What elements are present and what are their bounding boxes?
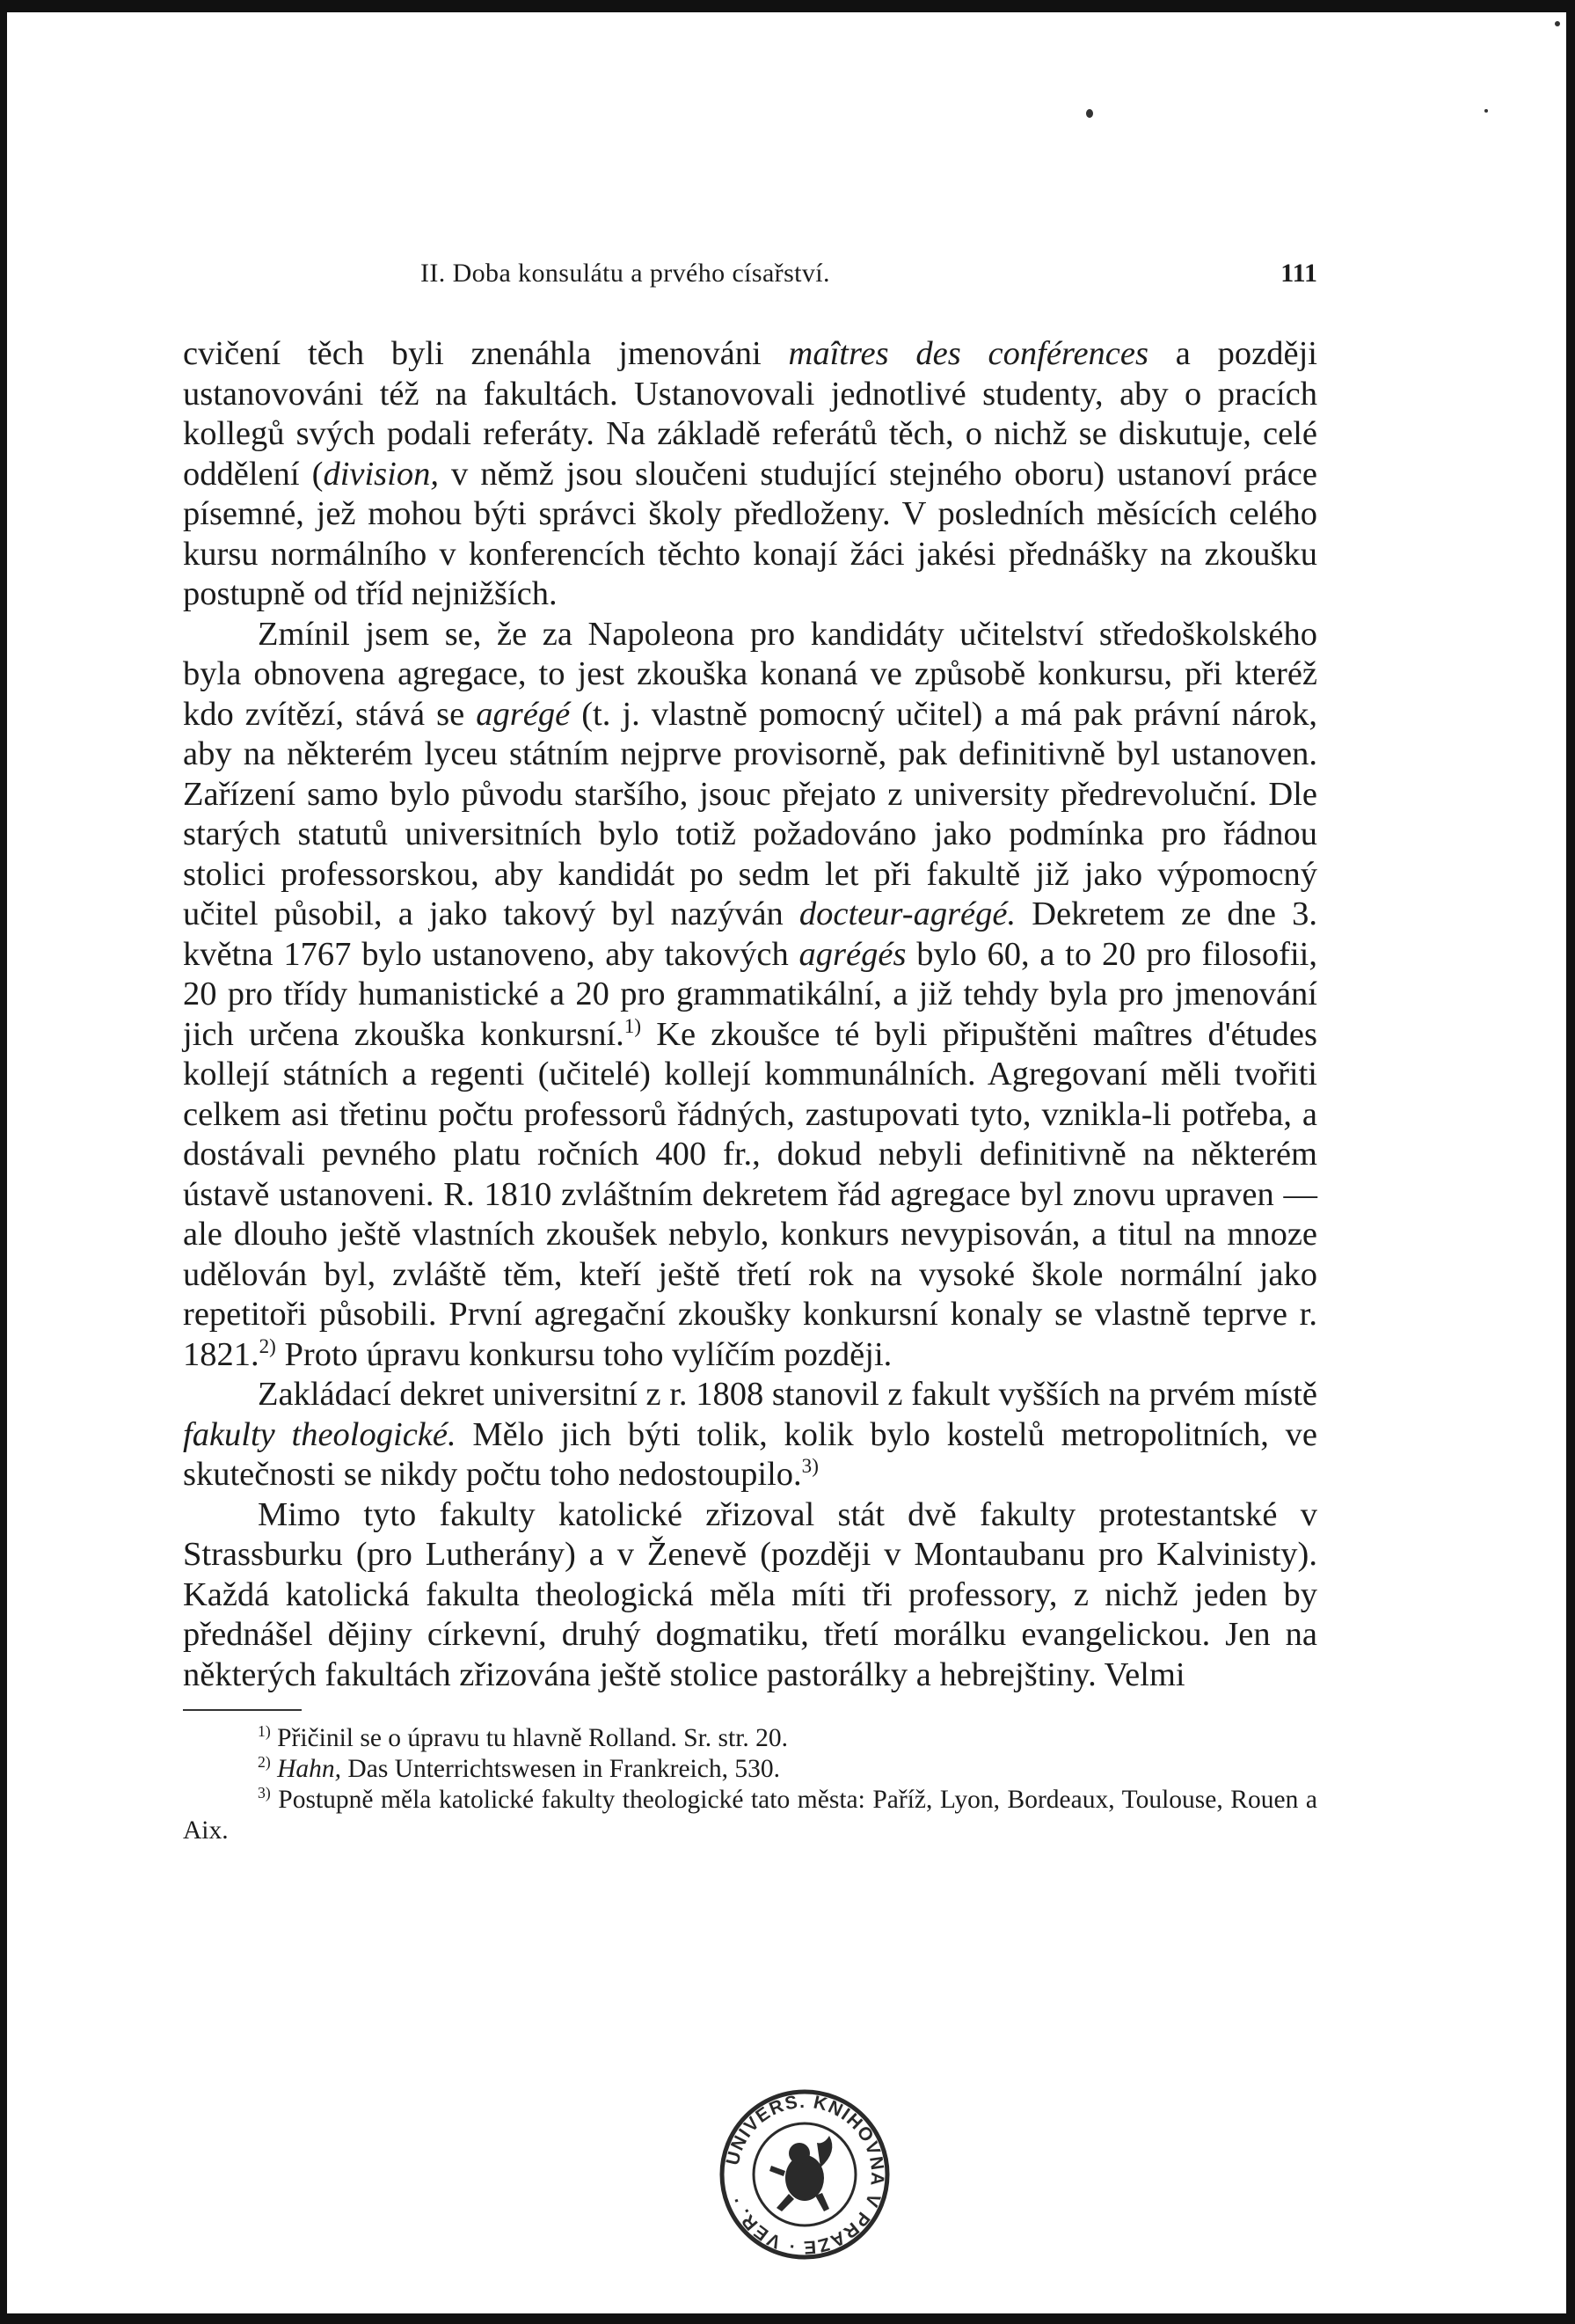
footnote-marker: 2): [258, 1753, 271, 1772]
italic-text: agrégés: [798, 935, 907, 973]
ink-speck: [1086, 109, 1093, 118]
library-stamp: [717, 2086, 893, 2262]
footnote-marker: 3): [258, 1784, 271, 1802]
text-run: Dekretem ze dne 3. května 1767 bylo ustanoveno, aby takových: [183, 895, 1317, 973]
text-run: [271, 1755, 277, 1783]
italic-text: fakulty theologické.: [183, 1415, 456, 1453]
text-run: Ke zkoušce té byli připuštěni maîtres d'études kollejí státních a regenti (učitelé) kollejí kommunálních. Agregovaní měli tvořiti celkem asi třetinu počtu professorů řádných, zastupovati tyto, vznikla-li potřeba, a dostávali pevného platu ročních 400 fr., dokud nebyli definitivně na některém ústavě ustanoveni. R. 1810 zvláštním dekretem řád agregace byl znovu upraven — ale dlouho ještě vlastních zkoušek nebylo, konkurs nevypisován, a titul na mnoze udělován byl, zvláště těm, kteří ještě třetí rok na vysoké škole normální jako repetitoři působili. První agregační zkoušky konkursní konaly se vlastně teprve r. 1821.: [183, 1015, 1317, 1373]
text-run: v němž jsou sloučeni studující stejného oboru) ustanoví práce písemné, jež mohou býti správci školy předloženy. V posledních měsících celého kursu normálního v konferencích těchto konají žáci jakési přednášky na zkoušku postupně od tříd nejnižších.: [183, 455, 1317, 612]
italic-text: maîtres des conférences: [788, 335, 1148, 372]
body-text: [183, 334, 1317, 1695]
stamp-text: UNIVERS. KNIHOVNA V PRAZE · VĚR. ·: [722, 2091, 888, 2258]
text-run: (t. j. vlastně pomocný učitel) a má pak právní nárok, aby na některém lyceu státním nejprve provisorně, pak definitivně byl ustanoven. Zařízení samo bylo původu staršího, jsouc přejato z university předrevoluční. Dle starých statutů universitních bylo totiž požadováno jako podmínka pro řádnou stolici professorskou, aby kandidát po sedm let při fakultě již jako výpomocný učitel působil, a jako takový byl nazýván: [183, 695, 1317, 932]
paragraph: [183, 1495, 1317, 1696]
footnote-divider: [183, 1709, 302, 1711]
paragraph: [183, 334, 1317, 615]
footnote-marker: 3): [801, 1454, 819, 1478]
text-run: Přičinil se o úpravu tu hlavně Rolland. Sr. str. 20.: [270, 1724, 789, 1752]
running-title: II. Doba konsulátu a prvého císařství.: [420, 259, 830, 288]
italic-text: division,: [323, 455, 439, 493]
lion-icon: [769, 2136, 832, 2211]
text-run: Zmínil jsem se, že za Napoleona pro kandidáty učitelství středoškolského byla obnovena agregace, to jest zkouška konaná ve způsobě konkursu, při kteréž kdo zvítězí, stává se: [183, 615, 1317, 733]
footnote: [183, 1754, 1317, 1785]
footnote-marker: 1): [623, 1013, 642, 1037]
paragraph: [183, 615, 1317, 1376]
text-run: bylo 60, a to 20 pro filosofii, 20 pro třídy humanistické a 20 pro grammatikální, a již tehdy byla pro jmenování jich určena zkouška konkursní.: [183, 935, 1317, 1053]
page-number: 111: [1280, 259, 1317, 288]
paragraph: [183, 1375, 1317, 1495]
ink-speck: [1555, 21, 1560, 26]
text-run: Proto úpravu konkursu toho vylíčím později.: [275, 1335, 893, 1373]
text-run: Zakládací dekret universitní z r. 1808 stanovil z fakult vyšších na prvém místě: [258, 1376, 1317, 1413]
italic-text: Hahn,: [277, 1755, 342, 1783]
text-run: Postupně měla katolické fakulty theologické tato města: Paříž, Lyon, Bordeaux, Toulouse, Rouen a Aix.: [183, 1786, 1317, 1845]
running-head: [183, 255, 1317, 308]
text-run: Mimo tyto fakulty katolické zřizoval stát dvě fakulty protestantské v Strassburku (pro Lutherány) a v Ženevě (později v Montaubanu pro Kalvinisty). Každá katolická fakulta theologická měla míti tři professory, z nichž jeden by přednášel dějiny církevní, druhý dogmatiku, třetí morálku evangelickou. Jen na některých fakultách zřizována ještě stolice pastorálky a hebrejštiny. Velmi: [183, 1495, 1317, 1693]
footnote: [183, 1723, 1317, 1754]
footnotes: [183, 1723, 1317, 1846]
text-run: Das Unterrichtswesen in Frankreich, 530.: [341, 1755, 780, 1783]
text-run: Mělo jich býti tolik, kolik bylo kostelů metropolitních, ve skutečnosti se nikdy počtu toho nedostoupilo.: [183, 1415, 1317, 1493]
ink-speck: [1484, 109, 1488, 113]
italic-text: docteur-agrégé.: [798, 895, 1017, 932]
italic-text: agrégé: [476, 695, 571, 733]
footnote: [183, 1785, 1317, 1846]
text-run: a později ustanovováni též na fakultách. Ustanovovali jednotlivé studenty, aby o pracích kollegů svých podali referáty. Na základě referátů těch, o nichž se diskutuje, celé oddělení (: [183, 335, 1317, 493]
footnote-marker: 1): [258, 1722, 271, 1741]
text-run: cvičení těch byli znenáhla jmenováni: [183, 335, 789, 372]
footnote-marker: 2): [259, 1334, 276, 1357]
book-page: [183, 255, 1317, 1846]
